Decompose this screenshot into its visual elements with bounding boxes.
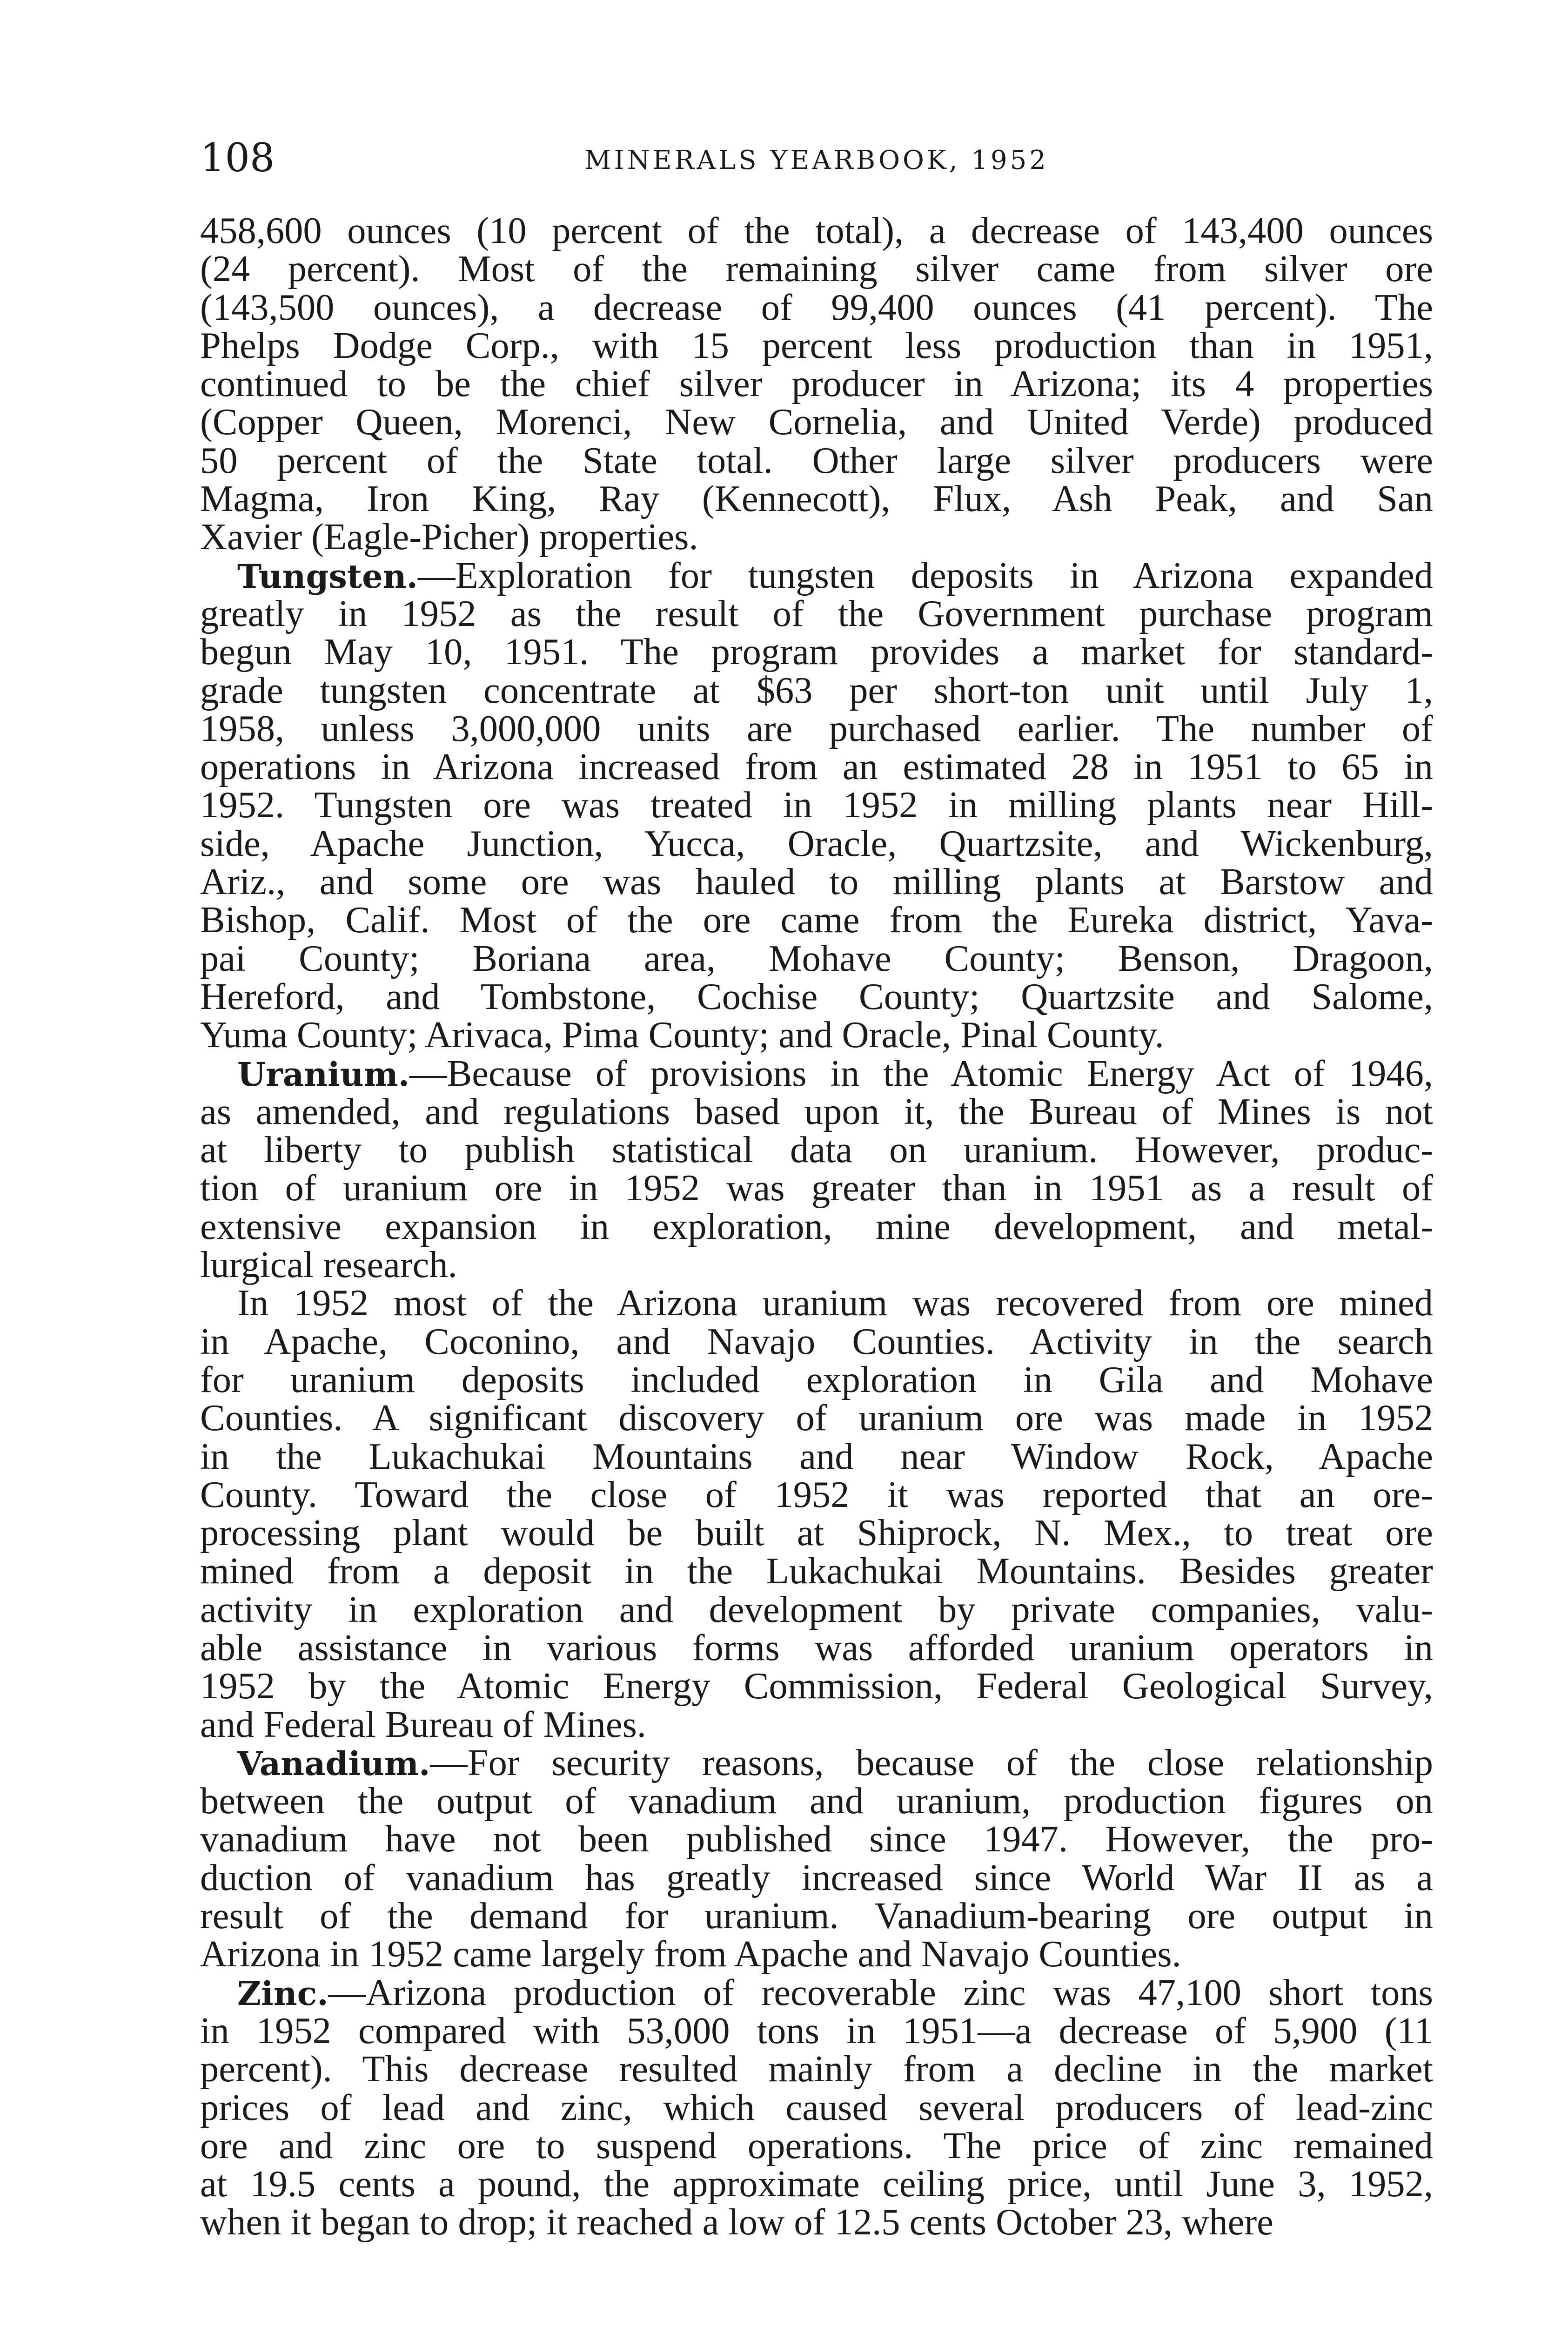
text-line [200, 707, 1433, 749]
line-text: and Federal Bureau of Mines. [200, 1703, 647, 1745]
page-header [200, 135, 1433, 186]
text-line [200, 1703, 1433, 1745]
text-line [200, 863, 1433, 901]
text-line [200, 2165, 1433, 2203]
text-line [200, 439, 1433, 481]
line-text: in 1952 compared with 53,000 tons in 1951—a decrease of 5,900 (11 [200, 2010, 1433, 2051]
line-text: Ariz., and some ore was hauled to milling plants at Barstow and [200, 861, 1433, 903]
text-line [200, 1169, 1433, 1207]
text-line [200, 1588, 1433, 1630]
line-text: in the Lukachukai Mountains and near Window Rock, Apache [200, 1435, 1433, 1477]
line-text: —Exploration for tungsten deposits in Arizona expanded [417, 554, 1433, 596]
text-line [200, 365, 1433, 403]
line-text: activity in exploration and development by private companies, valu- [200, 1588, 1433, 1630]
running-title: MINERALS YEARBOOK, 1952 [584, 145, 1049, 175]
line-text: Counties. A significant discovery of uranium ore was made in 1952 [200, 1397, 1433, 1439]
text-line [200, 669, 1433, 711]
text-line [200, 286, 1433, 328]
text-line [200, 2127, 1433, 2165]
line-text: pai County; Boriana area, Mohave County; Benson, Dragoon, [200, 937, 1433, 979]
line-text: lurgical research. [200, 1244, 457, 1286]
paragraph [200, 1971, 1433, 2243]
line-text: vanadium have not been published since 1947. However, the pro- [200, 1818, 1433, 1860]
line-text: —Because of provisions in the Atomic Energy Act of 1946, [409, 1052, 1433, 1094]
text-line [200, 1090, 1433, 1132]
line-text: side, Apache Junction, Yucca, Oracle, Quartzsite, and Wickenburg, [200, 822, 1433, 864]
text-line [200, 1897, 1433, 1935]
line-text: result of the demand for uranium. Vanadium-bearing ore output in [200, 1895, 1433, 1937]
text-line [200, 1820, 1433, 1858]
line-text: Arizona in 1952 came largely from Apache and Navajo Counties. [200, 1933, 1181, 1975]
line-text: Phelps Dodge Corp., with 15 percent less production than in 1951, [200, 324, 1433, 366]
text-line [200, 1435, 1433, 1477]
text-line [200, 1782, 1433, 1820]
line-text: greatly in 1952 as the result of the Government purchase program [200, 592, 1433, 634]
section-heading: Vanadium. [237, 1744, 430, 1783]
line-text: —Arizona production of recoverable zinc was 47,100 short tons [328, 1971, 1433, 2013]
line-text: operations in Arizona increased from an estimated 28 in 1951 to 65 in [200, 746, 1433, 788]
line-text: for uranium deposits included exploration in Gila and Mohave [200, 1359, 1433, 1400]
line-text: (Copper Queen, Morenci, New Cornelia, and United Verde) produced [200, 401, 1433, 443]
text-line [200, 1473, 1433, 1515]
text-line [200, 1935, 1433, 1973]
line-text: ore and zinc ore to suspend operations. The price of zinc remained [200, 2125, 1433, 2166]
text-line [200, 1856, 1433, 1898]
line-text: when it began to drop; it reached a low of 12.5 cents October 23, where [200, 2201, 1273, 2243]
body-text [200, 212, 1433, 2242]
line-text: 1952 by the Atomic Energy Commission, Federal Geological Survey, [200, 1665, 1433, 1707]
line-text: tion of uranium ore in 1952 was greater than in 1951 as a result of [200, 1167, 1433, 1209]
line-text: duction of vanadium has greatly increased since World War II as a [200, 1856, 1433, 1898]
text-line [200, 748, 1433, 786]
line-text: (24 percent). Most of the remaining silver came from silver ore [200, 248, 1433, 290]
text-line [200, 1667, 1433, 1705]
line-text: extensive expansion in exploration, mine development, and metal- [200, 1205, 1433, 1247]
line-text: —For security reasons, because of the close relationship [430, 1742, 1433, 1783]
paragraph [200, 1052, 1433, 1286]
line-text: continued to be the chief silver producer in Arizona; its 4 properties [200, 363, 1433, 405]
text-line [200, 480, 1433, 518]
text-line [200, 2086, 1433, 2128]
text-line [200, 1399, 1433, 1437]
text-line [200, 1052, 1433, 1094]
text-line [200, 324, 1433, 366]
text-line [200, 1361, 1433, 1399]
section-heading: Zinc. [237, 1974, 328, 2013]
text-line [200, 1552, 1433, 1590]
paragraph [200, 554, 1433, 1056]
line-text: Hereford, and Tombstone, Cochise County; Quartzsite and Salome, [200, 975, 1433, 1017]
text-line [200, 554, 1433, 596]
line-text: as amended, and regulations based upon it, the Bureau of Mines is not [200, 1090, 1433, 1132]
section-heading: Tungsten. [237, 557, 418, 596]
paragraph [200, 1744, 1433, 1974]
line-text: Bishop, Calif. Most of the ore came from the Eureka district, Yava- [200, 899, 1433, 941]
line-text: prices of lead and zinc, which caused several producers of lead-zinc [200, 2086, 1433, 2128]
text-line [200, 403, 1433, 441]
paragraph [200, 212, 1433, 557]
line-text: In 1952 most of the Arizona uranium was recovered from ore mined [237, 1282, 1433, 1324]
text-line [200, 212, 1433, 250]
text-line [200, 1320, 1433, 1362]
text-line [200, 822, 1433, 864]
text-line [200, 592, 1433, 634]
line-text: at 19.5 cents a pound, the approximate ceiling price, until June 3, 1952, [200, 2163, 1433, 2205]
text-line [200, 1629, 1433, 1667]
line-text: processing plant would be built at Shiprock, N. Mex., to treat ore [200, 1512, 1433, 1554]
line-text: mined from a deposit in the Lukachukai Mountains. Besides greater [200, 1550, 1433, 1592]
text-line [200, 2050, 1433, 2088]
text-line [200, 937, 1433, 979]
line-text: grade tungsten concentrate at $63 per short-ton unit until July 1, [200, 669, 1433, 711]
text-line [200, 2203, 1433, 2241]
section-heading: Uranium. [237, 1055, 410, 1094]
line-text: between the output of vanadium and uranium, production figures on [200, 1780, 1433, 1822]
text-line [200, 1246, 1433, 1284]
paragraph [200, 1284, 1433, 1744]
text-line [200, 901, 1433, 939]
text-line [200, 975, 1433, 1017]
line-text: begun May 10, 1951. The program provides a market for standard- [200, 631, 1433, 673]
line-text: (143,500 ounces), a decrease of 99,400 ounces (41 percent). The [200, 286, 1433, 328]
line-text: Magma, Iron King, Ray (Kennecott), Flux, Ash Peak, and San [200, 478, 1433, 520]
line-text: Xavier (Eagle-Picher) properties. [200, 516, 698, 558]
text-line [200, 1971, 1433, 2013]
text-line [200, 786, 1433, 824]
line-text: in Apache, Coconino, and Navajo Counties. Activity in the search [200, 1320, 1433, 1362]
line-text: County. Toward the close of 1952 it was reported that an ore- [200, 1473, 1433, 1515]
line-text: Yuma County; Arivaca, Pima County; and Oracle, Pinal County. [200, 1014, 1164, 1056]
text-line [200, 250, 1433, 288]
line-text: 458,600 ounces (10 percent of the total), a decrease of 143,400 ounces [200, 210, 1433, 251]
line-text: at liberty to publish statistical data on uranium. However, produc- [200, 1129, 1433, 1171]
text-line [200, 518, 1433, 556]
text-line [200, 1131, 1433, 1169]
line-text: 50 percent of the State total. Other large silver producers were [200, 439, 1433, 481]
text-line [200, 633, 1433, 671]
text-line [200, 1514, 1433, 1552]
line-text: 1952. Tungsten ore was treated in 1952 in milling plants near Hill- [200, 784, 1433, 826]
text-line [200, 2012, 1433, 2050]
text-line [200, 1744, 1433, 1782]
text-line [200, 1016, 1433, 1054]
page-number: 108 [200, 135, 275, 181]
line-text: percent). This decrease resulted mainly from a decline in the market [200, 2048, 1433, 2090]
line-text: 1958, unless 3,000,000 units are purchased earlier. The number of [200, 707, 1433, 749]
line-text: able assistance in various forms was afforded uranium operators in [200, 1627, 1433, 1668]
text-line [200, 1205, 1433, 1247]
text-line [200, 1284, 1433, 1322]
